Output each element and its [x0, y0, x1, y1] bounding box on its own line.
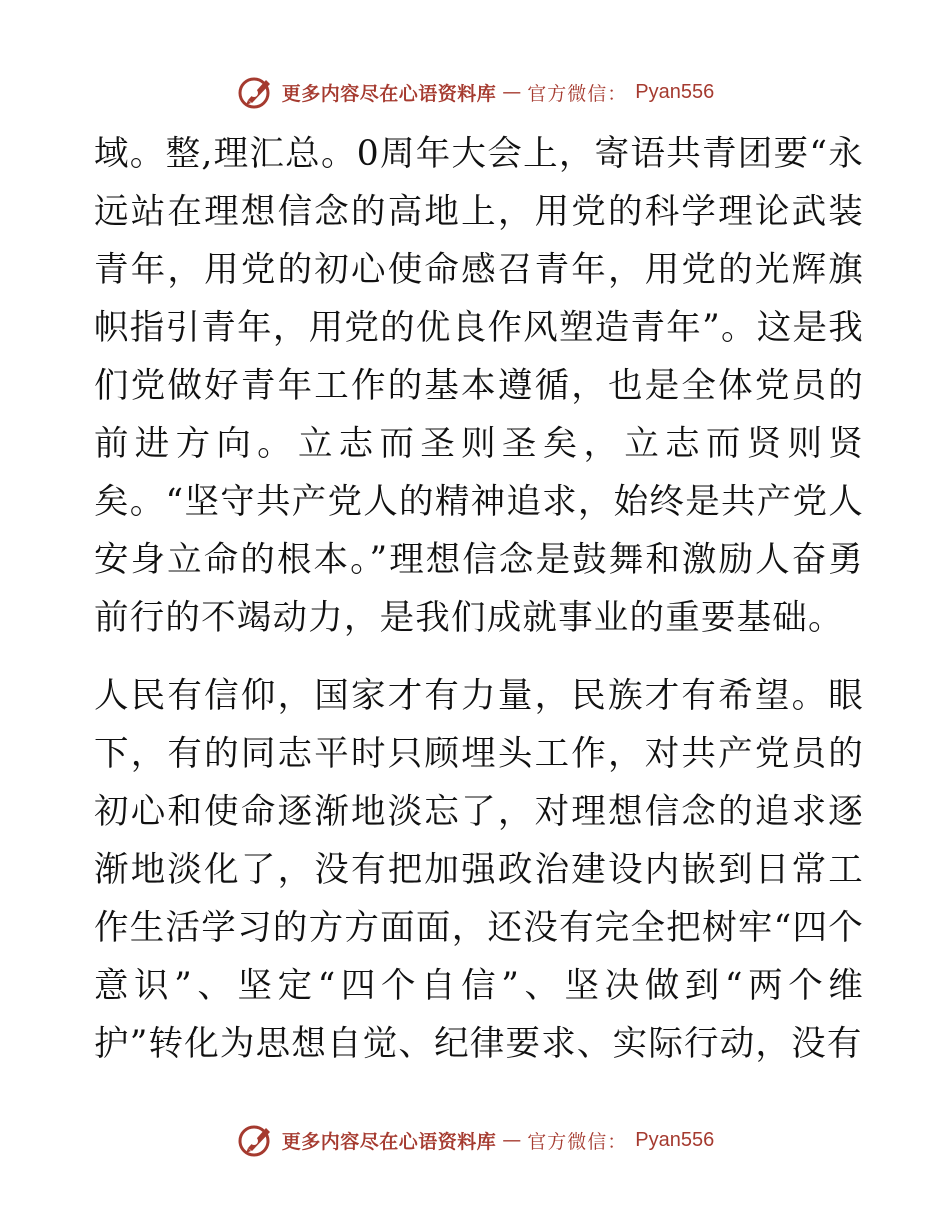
header-brand: 更多内容尽在心语资料库	[281, 82, 497, 105]
document-body	[94, 125, 864, 1073]
footer-contact-label: 官方微信：	[527, 1130, 628, 1153]
paragraph-1: 域。整,理汇总。0周年大会上，寄语共青团要“永远站在理想信念的高地上，用党的科学理论武装青年，用党的初心使命感召青年，用党的光辉旗帜指引青年，用党的优良作风塑造青年”。这是我们党做好青年工作的基本遵循，也是全体党员的前进方向。立志而圣则圣矣，立志而贤则贤矣。“坚守共产党人的精神追求，始终是共产党人安身立命的根本。”理想信念是鼓舞和激励人奋勇前行的不竭动力，是我们成就事业的重要基础。	[94, 134, 864, 638]
header-banner	[0, 70, 950, 114]
paragraph-2: 人民有信仰，国家才有力量，民族才有希望。眼下，有的同志平时只顾埋头工作，对共产党员的初心和使命逐渐地淡忘了，对理想信念的追求逐渐地淡化了，没有把加强政治建设内嵌到日常工作生活学习的方方面面，还没有完全把树牢“四个意识”、坚定“四个自信”、坚决做到“两个维护”转化为思想自觉、纪律要求、实际行动，没有	[94, 676, 864, 1064]
header-wechat-id: Pyan556	[635, 80, 715, 103]
header-separator: —	[502, 81, 522, 103]
footer-brand: 更多内容尽在心语资料库	[281, 1130, 497, 1153]
pen-logo-icon	[236, 1120, 276, 1160]
pen-logo-icon	[236, 72, 276, 112]
footer-wechat-id: Pyan556	[635, 1128, 715, 1151]
header-contact-label: 官方微信：	[527, 82, 628, 105]
footer-separator: —	[502, 1129, 522, 1151]
footer-banner	[0, 1118, 950, 1162]
